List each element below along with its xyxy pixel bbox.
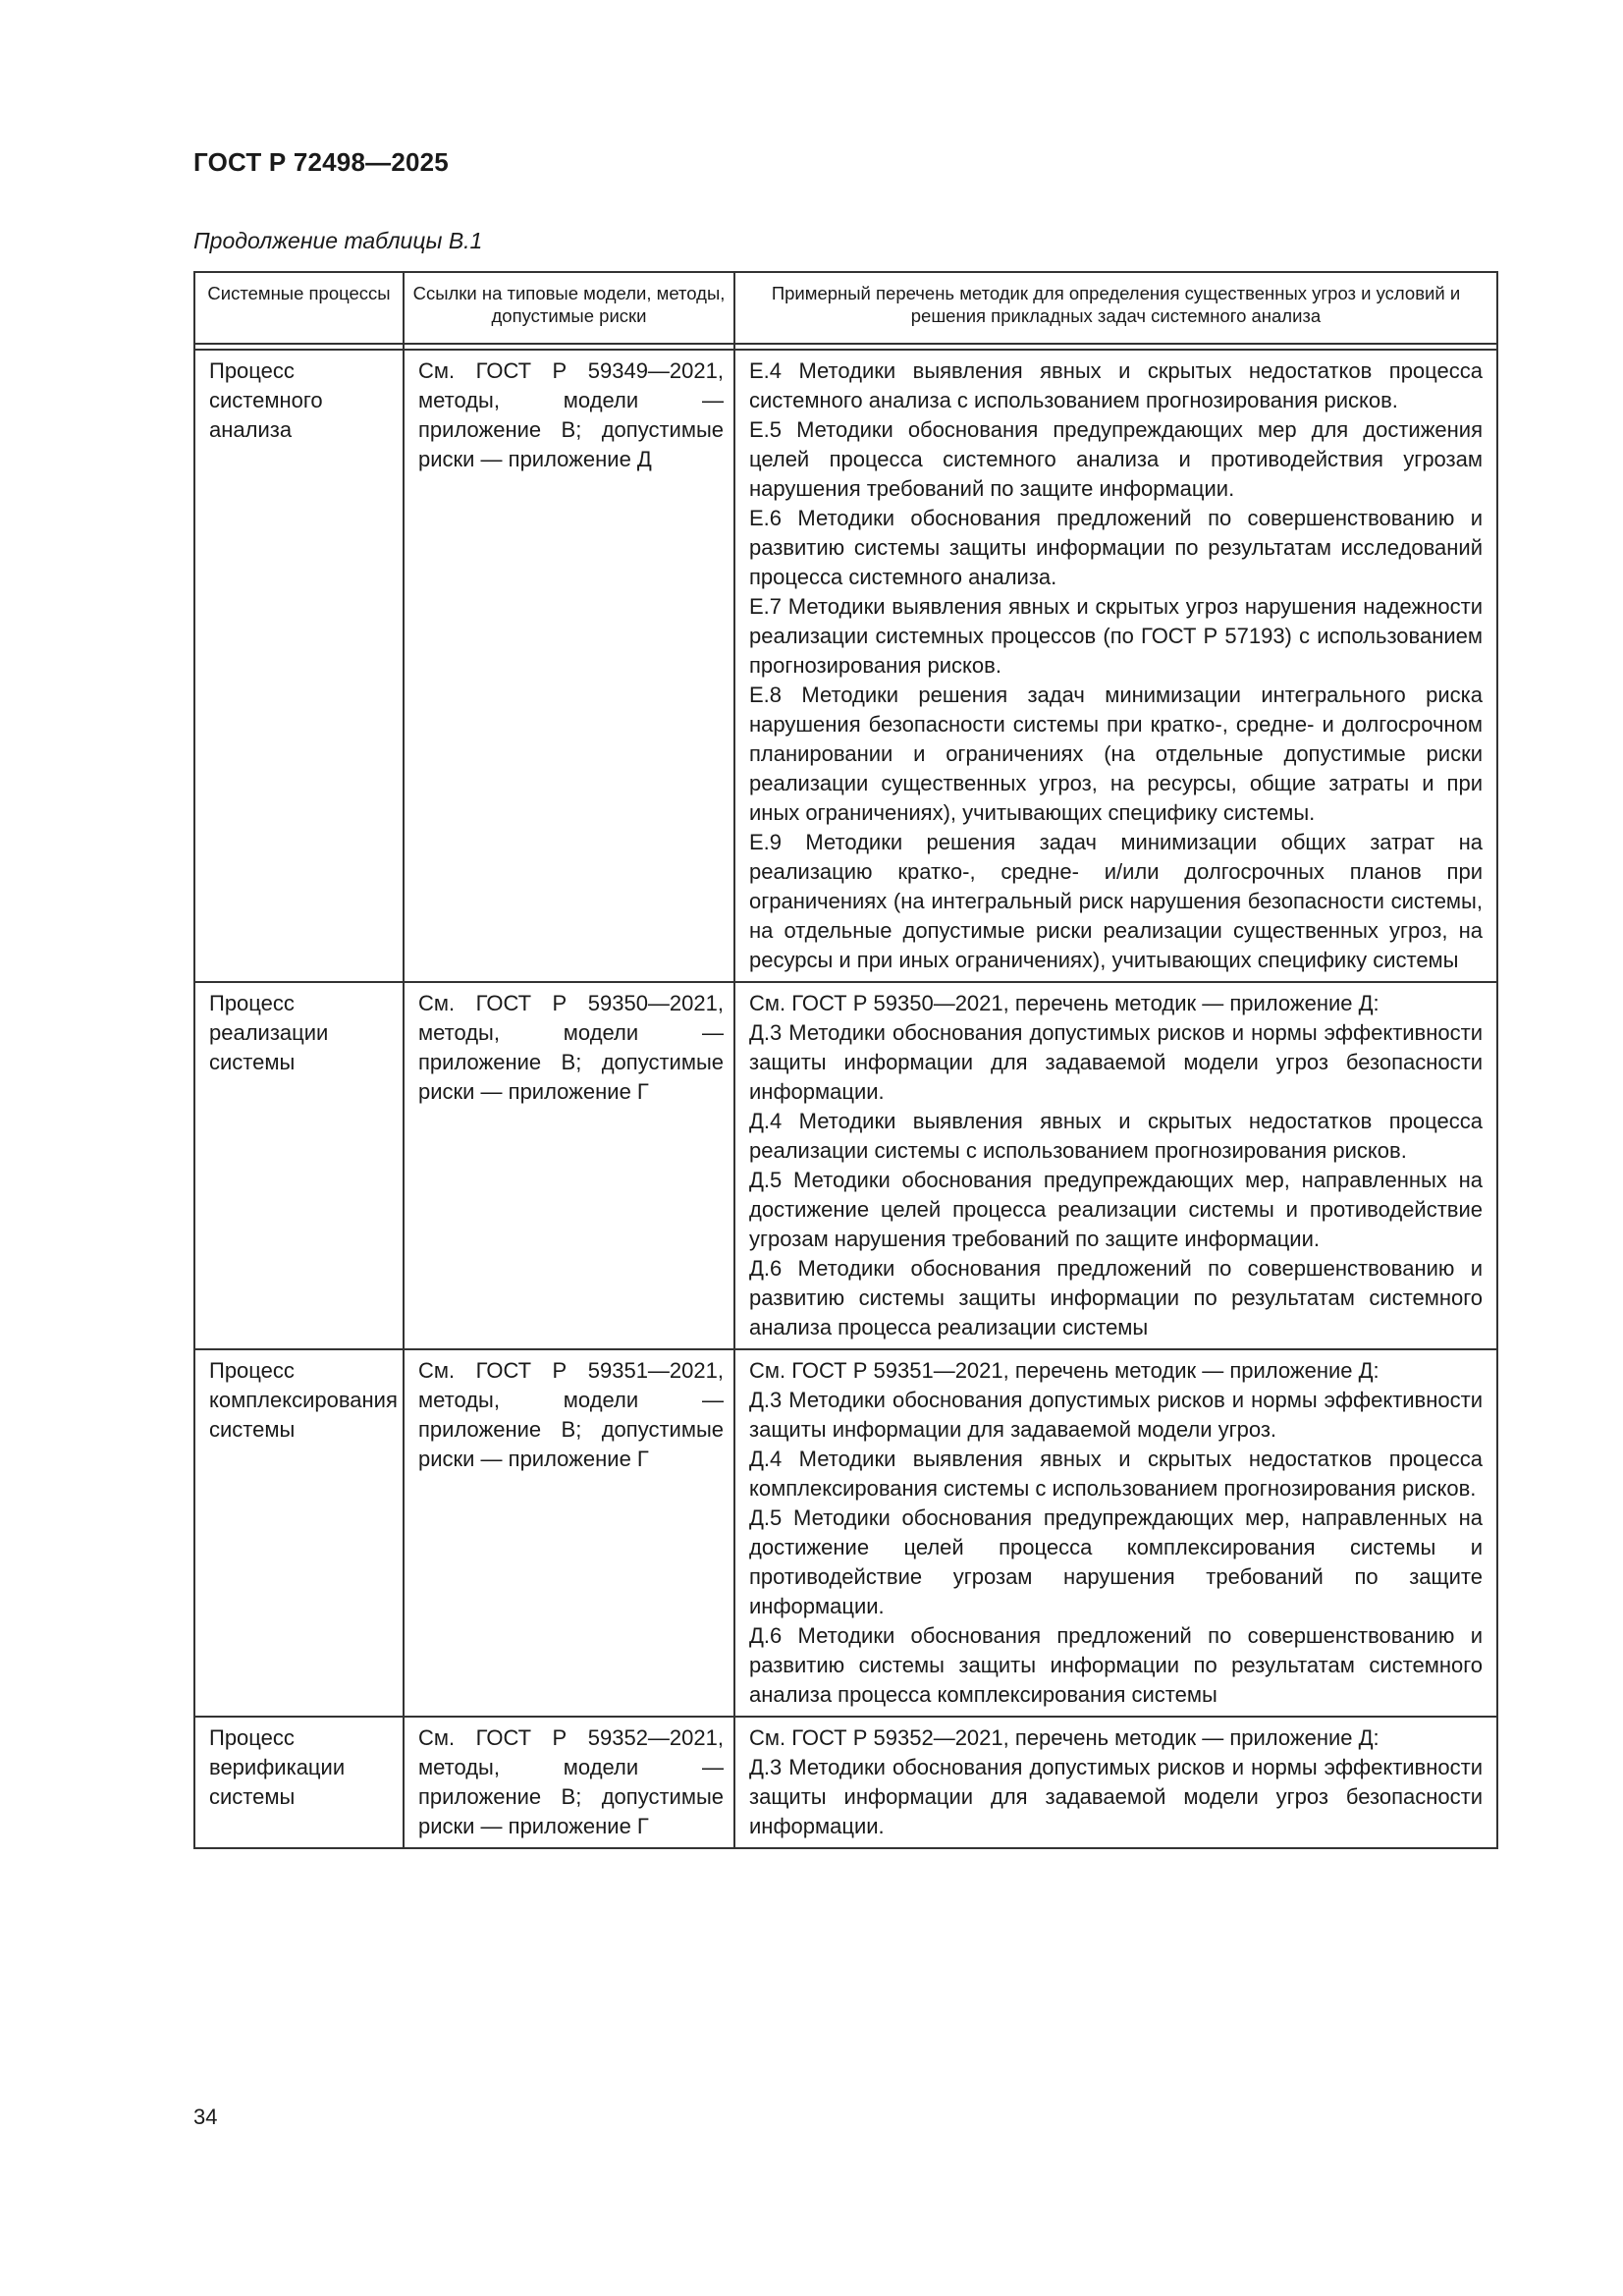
references-cell: См. ГОСТ Р 59350—2021, методы, модели — приложение В; допустимые риски — приложение Г (404, 982, 734, 1349)
column-header-references: Ссылки на типовые модели, методы, допустимые риски (404, 272, 734, 344)
methods-cell (734, 350, 1497, 982)
method-item: Д.4 Методики выявления явных и скрытых недостатков процесса комплексирования системы с использованием прогнозирования рисков. (749, 1447, 1483, 1501)
process-cell: Процесс комплексирования системы (194, 1349, 404, 1717)
process-cell: Процесс реализации системы (194, 982, 404, 1349)
method-item: Д.3 Методики обоснования допустимых рисков и нормы эффективности защиты информации для задаваемой модели угроз. (749, 1388, 1483, 1442)
table-row (194, 350, 1497, 982)
process-cell: Процесс верификации системы (194, 1717, 404, 1848)
method-item: Д.4 Методики выявления явных и скрытых недостатков процесса реализации системы с использованием прогнозирования рисков. (749, 1109, 1483, 1163)
method-item: Е.5 Методики обоснования предупреждающих мер для достижения целей процесса системного анализа и противодействия угрозам нарушения требований по защите информации. (749, 417, 1483, 501)
table-header-row (194, 272, 1497, 344)
methods-cell (734, 982, 1497, 1349)
method-item: Е.8 Методики решения задач минимизации интегрального риска нарушения безопасности системы при кратко-, средне- и долгосрочном планировании и ограничениях (на отдельные допустимые риски реализации существенных угроз, на ресурсы, общие затраты и при иных ограничениях), учитывающих специфику системы. (749, 683, 1483, 825)
table-row (194, 1349, 1497, 1717)
method-item: Е.6 Методики обоснования предложений по совершенствованию и развитию системы защиты информации по результатам исследований процесса системного анализа. (749, 506, 1483, 589)
method-item: См. ГОСТ Р 59352—2021, перечень методик — приложение Д: (749, 1725, 1380, 1750)
method-item: См. ГОСТ Р 59350—2021, перечень методик — приложение Д: (749, 991, 1380, 1015)
method-item: Д.6 Методики обоснования предложений по совершенствованию и развитию системы защиты информации по результатам системного анализа процесса реализации системы (749, 1256, 1483, 1339)
document-header: ГОСТ Р 72498—2025 (193, 147, 449, 177)
method-item: Е.9 Методики решения задач минимизации общих затрат на реализацию кратко-, средне- и/или долгосрочных планов при ограничениях (на интегральный риск нарушения безопасности системы, на отдельные допустимые риски реализации существенных угроз, на ресурсы и при иных ограничениях), учитывающих специфику системы (749, 830, 1483, 972)
method-item: Д.5 Методики обоснования предупреждающих мер, направленных на достижение целей процесса комплексирования системы и противодействие угрозам нарушения требований по защите информации. (749, 1505, 1483, 1618)
page-number: 34 (193, 2105, 218, 2129)
table-row (194, 1717, 1497, 1848)
table-caption: Продолжение таблицы В.1 (193, 228, 483, 253)
references-cell: См. ГОСТ Р 59351—2021, методы, модели — приложение В; допустимые риски — приложение Г (404, 1349, 734, 1717)
method-item: Д.3 Методики обоснования допустимых рисков и нормы эффективности защиты информации для задаваемой модели угроз безопасности информации. (749, 1020, 1483, 1104)
column-header-processes: Системные процессы (194, 272, 404, 344)
methods-cell (734, 1717, 1497, 1848)
process-cell: Процесс системного анализа (194, 350, 404, 982)
references-cell: См. ГОСТ Р 59352—2021, методы, модели — приложение В; допустимые риски — приложение Г (404, 1717, 734, 1848)
method-item: Е.4 Методики выявления явных и скрытых недостатков процесса системного анализа с использованием прогнозирования рисков. (749, 358, 1483, 412)
column-header-methods: Примерный перечень методик для определения существенных угроз и условий и решения прикладных задач системного анализа (734, 272, 1497, 344)
method-item: См. ГОСТ Р 59351—2021, перечень методик — приложение Д: (749, 1358, 1380, 1383)
table-row (194, 982, 1497, 1349)
method-item: Е.7 Методики выявления явных и скрытых угроз нарушения надежности реализации системных процессов (по ГОСТ Р 57193) с использованием прогнозирования рисков. (749, 594, 1483, 678)
method-item: Д.3 Методики обоснования допустимых рисков и нормы эффективности защиты информации для задаваемой модели угроз безопасности информации. (749, 1755, 1483, 1838)
method-item: Д.6 Методики обоснования предложений по совершенствованию и развитию системы защиты информации по результатам системного анализа процесса комплексирования системы (749, 1623, 1483, 1707)
methods-cell (734, 1349, 1497, 1717)
references-cell: См. ГОСТ Р 59349—2021, методы, модели — приложение В; допустимые риски — приложение Д (404, 350, 734, 982)
method-item: Д.5 Методики обоснования предупреждающих мер, направленных на достижение целей процесса реализации системы и противодействие угрозам нарушения требований по защите информации. (749, 1168, 1483, 1251)
methods-table (193, 271, 1498, 1849)
